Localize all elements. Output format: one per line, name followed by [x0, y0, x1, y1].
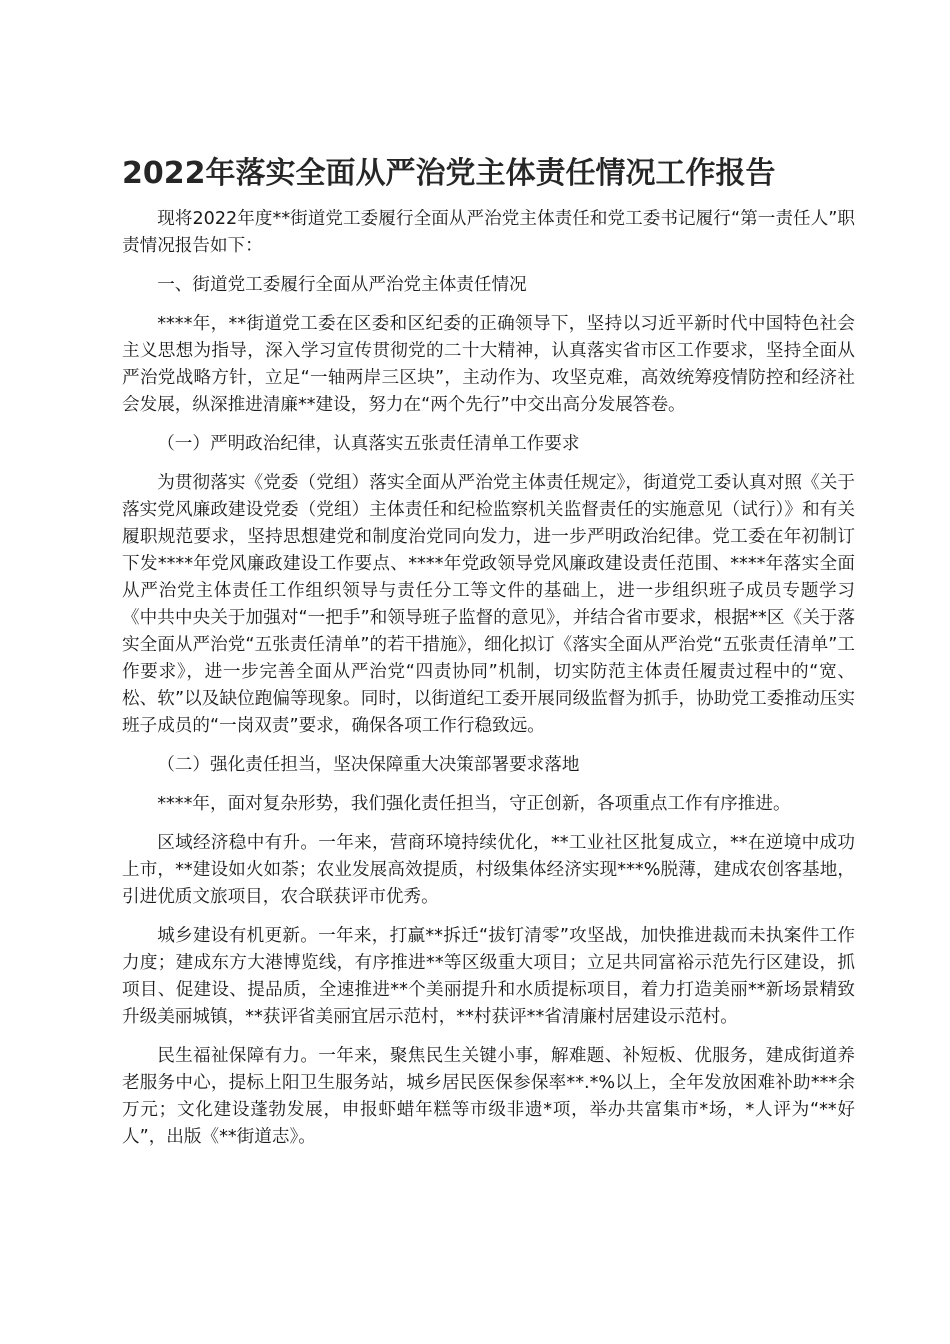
livelihood-paragraph: 民生福祉保障有力。一年来，聚焦民生关键小事，解难题、补短板、优服务，建成街道养老服务中心，提标上阳卫生服务站，城乡居民医保参保率**.*%以上，全年发放困难补助***余万元；文化建设蓬勃发展，申报虾蜡年糕等市级非遗*项，举办共富集市*场，*人评为“**好人”，出版《**街道志》。 — [122, 1046, 855, 1147]
document-title: 2022年落实全面从严治党主体责任情况工作报告 — [122, 156, 776, 191]
urban-rural-paragraph: 城乡建设有机更新。一年来，打赢**拆迁“拔钉清零”攻坚战，加快推进裁而未执案件工作力度；建成东方大港博览线，有序推进**等区级重大项目；立足共同富裕示范先行区建设，抓项目、促建设、提品质，全速推进**个美丽提升和水质提标项目，着力打造美丽**新场景精致升级美丽城镇，**获评省美丽宜居示范村，**村获评**省清廉村居建设示范村。 — [122, 926, 855, 1027]
subsection-2-paragraph: ****年，面对复杂形势，我们强化责任担当，守正创新，各项重点工作有序推进。 — [157, 794, 791, 814]
subsection-heading-1: （一）严明政治纪律，认真落实五张责任清单工作要求 — [157, 434, 580, 454]
section-heading-1: 一、街道党工委履行全面从严治党主体责任情况 — [157, 275, 527, 295]
document-body — [122, 206, 855, 1163]
subsection-1-paragraph: 为贯彻落实《党委（党组）落实全面从严治党主体责任规定》，街道党工委认真对照《关于落实党风廉政建设党委（党组）主体责任和纪检监察机关监督责任的实施意见（试行）》和有关履职规范要求，坚持思想建党和制度治党同向发力，进一步严明政治纪律。党工委在年初制订下发****年党风廉政建设工作要点、****年党政领导党风廉政建设责任范围、****年落实全面从严治党主体责任工作组织领导与责任分工等文件的基础上，进一步组织班子成员专题学习《中共中央关于加强对“一把手”和领导班子监督的意见》，并结合省市要求，根据**区《关于落实全面从严治党“五张责任清单”的若干措施》，细化拟订《落实全面从严治党“五张责任清单”工作要求》，进一步完善全面从严治党“四责协同”机制，切实防范主体责任履责过程中的“宽、松、软”以及缺位跑偏等现象。同时，以街道纪工委开展同级监督为抓手，协助党工委推动压实班子成员的“一岗双责”要求，确保各项工作行稳致远。 — [122, 473, 855, 736]
intro-paragraph: 现将2022年度**街道党工委履行全面从严治党主体责任和党工委书记履行“第一责任人”职责情况报告如下： — [122, 209, 855, 256]
section-1-paragraph: ****年，**街道党工委在区委和区纪委的正确领导下，坚持以习近平新时代中国特色社会主义思想为指导，深入学习宣传贯彻党的二十大精神，认真落实省市区工作要求，坚持全面从严治党战略方针，立足“一轴两岸三区块”，主动作为、攻坚克难，高效统筹疫情防控和经济社会发展，纵深推进清廉**建设，努力在“两个先行”中交出高分发展答卷。 — [122, 314, 855, 415]
subsection-heading-2: （二）强化责任担当，坚决保障重大决策部署要求落地 — [157, 755, 580, 775]
economy-paragraph: 区域经济稳中有升。一年来，营商环境持续优化，**工业社区批复成立，**在逆境中成功上市，**建设如火如荼；农业发展高效提质，村级集体经济实现***%脱薄，建成农创客基地，引进优质文旅项目，农合联获评市优秀。 — [122, 833, 855, 907]
